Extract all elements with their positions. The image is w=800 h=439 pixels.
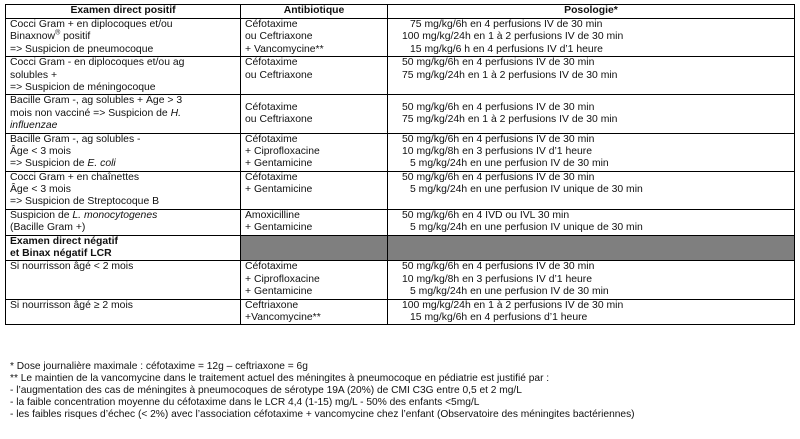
antibiotique-line: Céfotaxime	[245, 19, 298, 30]
antibiotique-line: + Vancomycine**	[245, 43, 324, 55]
header-antibiotique: Antibiotique	[241, 5, 388, 19]
antibiotique-line: + Gentamicine	[245, 286, 313, 298]
examen-line: mois non vacciné => Suspicion de H.	[10, 107, 181, 119]
table-row	[6, 133, 795, 171]
posologie-cell	[388, 19, 795, 57]
gray-filler-cell	[241, 235, 388, 261]
posologie-line: 50 mg/kg/6h en 4 perfusions IV de 30 min	[402, 57, 595, 69]
examen-line: Si nourrisson âgé ≥ 2 mois	[10, 299, 133, 311]
posologie-cell	[388, 299, 795, 325]
examen-cell	[6, 299, 241, 325]
examen-line: Si nourrisson âgé < 2 mois	[10, 261, 134, 273]
posologie-line: 100 mg/kg/24h en 1 à 2 perfusions IV de 30 min	[402, 299, 624, 311]
posologie-line: 5 mg/kg/24h en une perfusion IV unique de 30 min	[410, 222, 643, 234]
examen-cell	[6, 261, 241, 299]
posologie-line: 75 mg/kg/6h en 4 perfusions IV de 30 min	[410, 19, 603, 30]
footnotes	[10, 361, 790, 421]
antibiotique-line: Ceftriaxone	[245, 299, 299, 311]
posologie-line: 5 mg/kg/24h en une perfusion IV unique de 30 min	[410, 184, 643, 196]
posologie-line: 75 mg/kg/24h en 1 à 2 perfusions IV de 30 min	[402, 69, 618, 81]
posologie-line: 10 mg/kg/8h en 3 perfusions IV d’1 heure	[402, 145, 593, 157]
posologie-cell	[388, 133, 795, 171]
posologie-line: 50 mg/kg/6h en 4 perfusions IV de 30 min	[402, 171, 595, 183]
posologie-cell	[388, 209, 795, 235]
antibiotique-cell	[241, 19, 388, 57]
examen-line: Cocci Gram + en diplocoques et/ou	[10, 19, 173, 30]
posologie-line: 5 mg/kg/24h en une perfusion IV de 30 min	[410, 286, 609, 298]
antibiotique-line: Amoxicilline	[245, 209, 300, 221]
antibiotique-line: + Ciprofloxacine	[245, 145, 320, 157]
posologie-line: 50 mg/kg/6h en 4 perfusions IV de 30 min	[402, 101, 595, 113]
header-posologie: Posologie*	[388, 5, 795, 19]
examen-line: Cocci Gram - en diplocoques et/ou ag	[10, 57, 185, 69]
examen-line: Âge < 3 mois	[10, 184, 71, 196]
examen-cell	[6, 209, 241, 235]
footnote-item: - la faible concentration moyenne du céfotaxime dans le LCR 4,4 (1-15) mg/L - 50% des enfants <5mg/L	[10, 397, 480, 409]
antibiotique-cell	[241, 95, 388, 133]
table-row	[6, 209, 795, 235]
posologie-cell	[388, 57, 795, 95]
table-row	[6, 19, 795, 57]
posologie-line: 15 mg/kg/6 h en 4 perfusions IV d’1 heure	[410, 43, 603, 55]
table-row	[6, 261, 795, 299]
gray-filler-cell	[388, 235, 795, 261]
examen-cell	[6, 171, 241, 209]
antibiotique-line: + Ciprofloxacine	[245, 273, 320, 285]
antibiotique-cell	[241, 133, 388, 171]
subheader-line: et Binax négatif LCR	[10, 248, 112, 260]
examen-line: Binaxnow® positif	[10, 29, 91, 43]
posologie-line: 10 mg/kg/8h en 3 perfusions IV d’1 heure	[402, 273, 593, 285]
antibiotique-line: + Gentamicine	[245, 158, 313, 170]
examen-line: Suspicion de L. monocytogenes	[10, 209, 158, 221]
posologie-line: 50 mg/kg/6h en 4 perfusions IV de 30 min	[402, 133, 595, 145]
table-row	[6, 171, 795, 209]
examen-line: => Suspicion de E. coli	[10, 158, 116, 170]
antibiotique-cell	[241, 299, 388, 325]
antibiotique-line: Céfotaxime	[245, 171, 298, 183]
antibiotique-cell	[241, 261, 388, 299]
posologie-cell	[388, 95, 795, 133]
examen-line: solubles +	[10, 69, 58, 81]
antibiotique-line: +Vancomycine**	[245, 311, 321, 323]
posologie-line: 50 mg/kg/6h en 4 perfusions IV de 30 min	[402, 261, 595, 273]
examen-cell	[6, 95, 241, 133]
posologie-cell	[388, 261, 795, 299]
subheader-cell	[6, 235, 241, 261]
examen-line: => Suspicion de méningocoque	[10, 81, 156, 93]
examen-cell	[6, 133, 241, 171]
posologie-line: 15 mg/kg/6h en 4 perfusions d’1 heure	[410, 311, 588, 323]
antibiotique-cell	[241, 57, 388, 95]
footnote-dose-max: * Dose journalière maximale : céfotaxime = 12g – ceftriaxone = 6g	[10, 361, 308, 372]
header-examen: Examen direct positif	[6, 5, 241, 19]
footnote-item: - l’augmentation des cas de méningites à pneumocoques de sérotype 19A (20%) de CMI C3G entre 0,5 et 2 mg/L	[10, 385, 522, 397]
dosage-table	[5, 4, 795, 325]
antibiotique-line: ou Ceftriaxone	[245, 31, 313, 43]
antibiotique-line: Céfotaxime	[245, 261, 298, 273]
posologie-line: 5 mg/kg/24h en une perfusion IV de 30 min	[410, 158, 609, 170]
examen-line: Bacille Gram -, ag solubles -	[10, 133, 141, 145]
examen-line: => Suspicion de Streptocoque B	[10, 196, 160, 208]
table-header-row	[6, 5, 795, 19]
posologie-line: 75 mg/kg/24h en 1 à 2 perfusions IV de 30 min	[402, 114, 618, 126]
subheader-row	[6, 235, 795, 261]
examen-line: influenzae	[10, 120, 58, 132]
examen-line: Cocci Gram + en chaînettes	[10, 171, 140, 183]
examen-line: (Bacille Gram +)	[10, 222, 86, 234]
table-row	[6, 95, 795, 133]
antibiotique-line: Céfotaxime	[245, 133, 298, 145]
antibiotique-line: Céfotaxime	[245, 57, 298, 69]
examen-line: Bacille Gram -, ag solubles + Âge > 3	[10, 95, 183, 107]
examen-line: => Suspicion de pneumocoque	[10, 43, 154, 55]
antibiotique-line: ou Ceftriaxone	[245, 114, 313, 126]
document	[5, 4, 794, 325]
antibiotique-line: Céfotaxime	[245, 101, 298, 113]
antibiotique-line: + Gentamicine	[245, 222, 313, 234]
examen-cell	[6, 19, 241, 57]
antibiotique-cell	[241, 209, 388, 235]
antibiotique-line: ou Ceftriaxone	[245, 69, 313, 81]
antibiotique-line: + Gentamicine	[245, 184, 313, 196]
posologie-cell	[388, 171, 795, 209]
subheader-line: Examen direct négatif	[10, 235, 118, 247]
table-row	[6, 57, 795, 95]
posologie-line: 100 mg/kg/24h en 1 à 2 perfusions IV de 30 min	[402, 31, 624, 43]
posologie-line: 50 mg/kg/6h en 4 IVD ou IVL 30 min	[402, 209, 570, 221]
antibiotique-cell	[241, 171, 388, 209]
examen-cell	[6, 57, 241, 95]
footnote-item: - les faibles risques d’échec (< 2%) avec l’association céfotaxime + vancomycine chez l’enfant (Observatoire des méningites bactériennes)	[10, 409, 635, 421]
examen-line: Âge < 3 mois	[10, 145, 71, 157]
footnote-vancomycine: ** Le maintien de la vancomycine dans le traitement actuel des méningites à pneumocoque en pédiatrie est justifié par :	[10, 373, 550, 385]
table-row	[6, 299, 795, 325]
